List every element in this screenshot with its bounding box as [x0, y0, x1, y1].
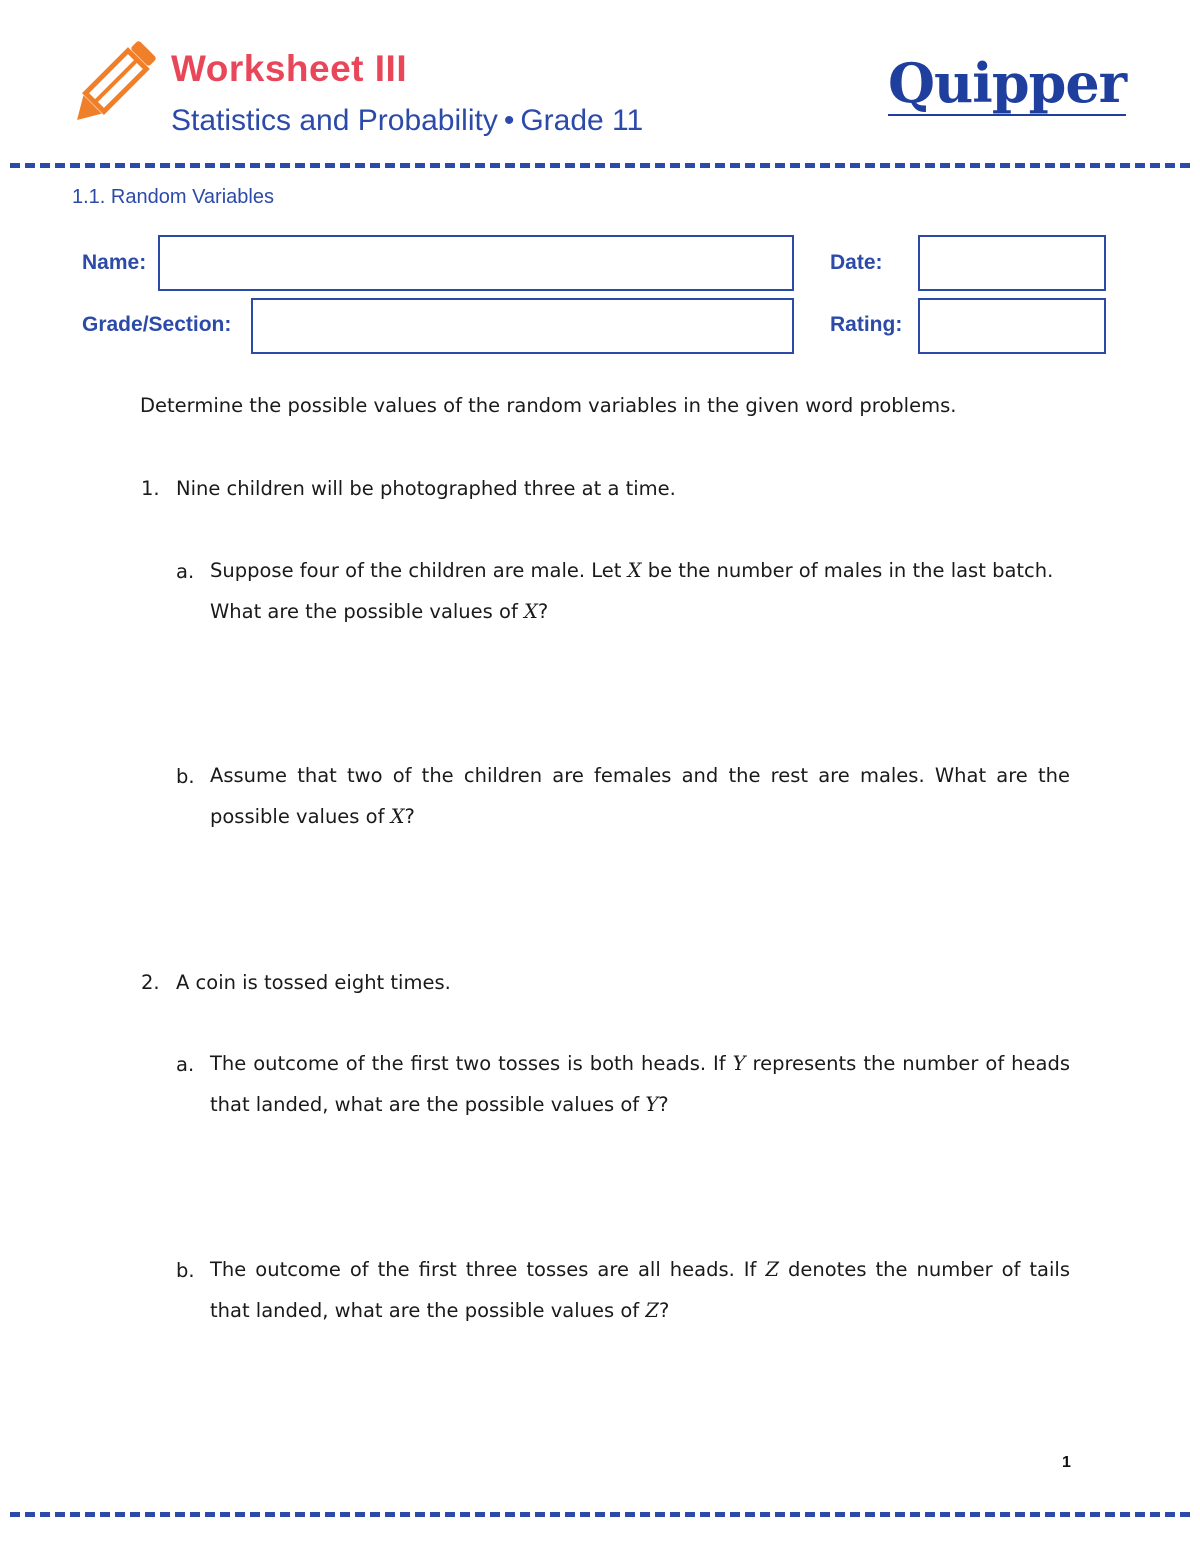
variable-x: X — [524, 600, 538, 623]
variable-y: Y — [645, 1093, 659, 1116]
question-2b-letter: b. — [176, 1259, 195, 1282]
question-2-text: A coin is tossed eight times. — [176, 971, 451, 994]
date-label: Date: — [830, 251, 883, 274]
footer-divider — [10, 1512, 1190, 1517]
pencil-icon — [66, 40, 156, 132]
name-label: Name: — [82, 251, 147, 274]
question-2a-line-1: The outcome of the first two tosses is both heads. If Y represents the number of heads — [210, 1052, 1070, 1075]
quipper-logo: Quipper — [888, 51, 1127, 115]
name-field[interactable] — [158, 235, 794, 291]
variable-z: Z — [765, 1258, 779, 1281]
worksheet-title: Worksheet III — [171, 48, 408, 89]
grade-section-label: Grade/Section: — [82, 313, 232, 336]
grade-section-field[interactable] — [251, 298, 794, 354]
rating-field[interactable] — [918, 298, 1106, 354]
header-divider — [10, 163, 1190, 168]
instructions: Determine the possible values of the random variables in the given word problems. — [140, 394, 957, 417]
subtitle-separator: • — [503, 104, 515, 137]
subject-text: Statistics and Probability — [171, 104, 498, 137]
question-1-number: 1. — [141, 477, 160, 500]
rating-label: Rating: — [830, 313, 903, 336]
question-2a-line-2: that landed, what are the possible values of Y? — [210, 1093, 669, 1116]
question-2b-line-2: that landed, what are the possible values of Z? — [210, 1299, 670, 1322]
variable-z: Z — [645, 1299, 659, 1322]
question-1b-line-1: Assume that two of the children are females and the rest are males. What are the — [210, 764, 1070, 787]
question-1b-line-2: possible values of X? — [210, 805, 415, 828]
question-2a-text — [210, 1043, 1070, 1125]
variable-x: X — [627, 559, 642, 582]
date-field[interactable] — [918, 235, 1106, 291]
question-1b-text — [210, 755, 1070, 837]
question-2b-text — [210, 1249, 1070, 1331]
page-number: 1 — [1062, 1454, 1071, 1471]
question-1a-text — [210, 550, 1070, 632]
variable-y: Y — [732, 1052, 746, 1075]
grade-text: Grade 11 — [520, 104, 644, 137]
question-1b-letter: b. — [176, 765, 195, 788]
question-1a-line-1: Suppose four of the children are male. Let X be the number of males in the last batch. — [210, 559, 1054, 582]
section-title: 1.1. Random Variables — [72, 186, 274, 208]
question-1a-line-2: What are the possible values of X? — [210, 600, 549, 623]
question-1a-letter: a. — [176, 560, 195, 583]
question-1-text: Nine children will be photographed three at a time. — [176, 477, 676, 500]
question-2b-line-1: The outcome of the first three tosses are all heads. If Z denotes the number of tails — [210, 1258, 1070, 1281]
variable-x: X — [390, 805, 405, 828]
worksheet-subtitle — [171, 104, 643, 138]
question-2a-letter: a. — [176, 1053, 195, 1076]
question-2-number: 2. — [141, 971, 160, 994]
